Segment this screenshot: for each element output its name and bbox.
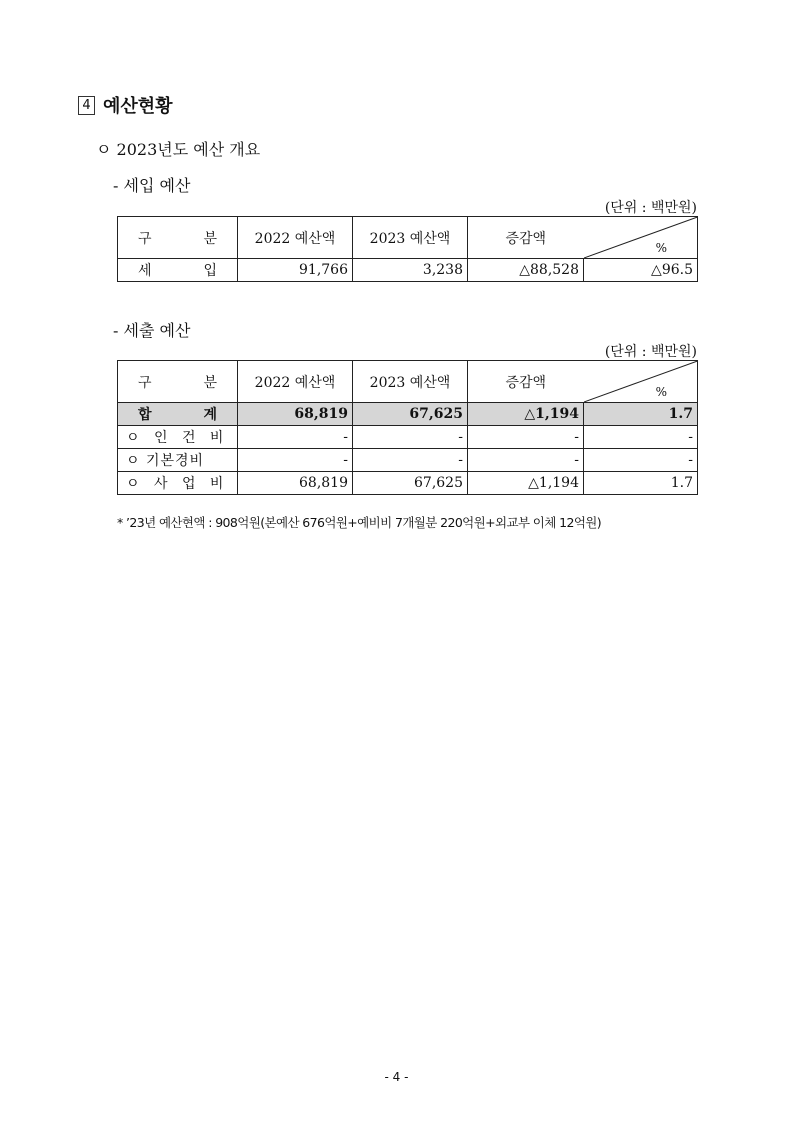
cell-percent: - bbox=[584, 449, 698, 472]
cell-budget-2022: - bbox=[238, 449, 353, 472]
header-percent bbox=[584, 361, 698, 403]
cell-budget-2023: 3,238 bbox=[353, 259, 468, 282]
cell-percent: - bbox=[584, 426, 698, 449]
cell-budget-2023: 67,625 bbox=[353, 472, 468, 495]
header-change: 증감액 bbox=[468, 217, 584, 259]
revenue-subtitle: - 세입 예산 bbox=[113, 176, 191, 195]
expenditure-table bbox=[117, 360, 698, 495]
header-percent bbox=[584, 217, 698, 259]
row-label: ㅇ 기본경비 bbox=[118, 449, 238, 472]
total-row bbox=[118, 403, 698, 426]
header-budget-2022: 2022 예산액 bbox=[238, 217, 353, 259]
row-label: ㅇ 인 건 비 bbox=[118, 426, 238, 449]
footnote: * ’23년 예산현액 : 908억원(본예산 676억원+예비비 7개월분 220억원+외교부 이체 12억원) bbox=[117, 515, 602, 530]
header-gubun-left: 구 bbox=[138, 230, 152, 247]
header-gubun-right: 분 bbox=[203, 374, 217, 391]
overview-line: ㅇ 2023년도 예산 개요 bbox=[96, 140, 261, 159]
expenditure-subtitle: - 세출 예산 bbox=[113, 321, 191, 340]
row-label-right: 입 bbox=[203, 263, 217, 279]
cell-percent: △96.5 bbox=[584, 259, 698, 282]
table-row bbox=[118, 472, 698, 495]
row-label-left: 세 bbox=[138, 263, 152, 279]
revenue-header-row bbox=[118, 217, 698, 259]
cell-change: - bbox=[468, 426, 584, 449]
header-gubun bbox=[118, 217, 238, 259]
header-budget-2023: 2023 예산액 bbox=[353, 217, 468, 259]
cell-budget-2022: 68,819 bbox=[238, 472, 353, 495]
header-budget-2023: 2023 예산액 bbox=[353, 361, 468, 403]
header-gubun-right: 분 bbox=[203, 230, 217, 247]
header-change: 증감액 bbox=[468, 361, 584, 403]
table-row bbox=[118, 449, 698, 472]
cell-change: △88,528 bbox=[468, 259, 584, 282]
total-label-right: 계 bbox=[203, 407, 217, 423]
total-label bbox=[118, 403, 238, 426]
header-gubun bbox=[118, 361, 238, 403]
page-number: - 4 - bbox=[384, 1070, 409, 1084]
table-row bbox=[118, 426, 698, 449]
expenditure-header-row bbox=[118, 361, 698, 403]
row-label bbox=[118, 259, 238, 282]
cell-budget-2022: 91,766 bbox=[238, 259, 353, 282]
expenditure-unit: (단위 : 백만원) bbox=[604, 344, 697, 360]
table-row bbox=[118, 259, 698, 282]
revenue-table bbox=[117, 216, 698, 282]
cell-change: - bbox=[468, 449, 584, 472]
total-percent: 1.7 bbox=[584, 403, 698, 426]
total-label-left: 합 bbox=[138, 407, 152, 423]
header-percent-label: % bbox=[655, 385, 667, 399]
header-gubun-left: 구 bbox=[138, 374, 152, 391]
cell-change: △1,194 bbox=[468, 472, 584, 495]
total-budget-2022: 68,819 bbox=[238, 403, 353, 426]
header-budget-2022: 2022 예산액 bbox=[238, 361, 353, 403]
section-number: 4 bbox=[78, 96, 95, 115]
cell-budget-2023: - bbox=[353, 426, 468, 449]
revenue-unit: (단위 : 백만원) bbox=[604, 200, 697, 216]
diagonal-line bbox=[584, 361, 698, 402]
total-change: △1,194 bbox=[468, 403, 584, 426]
cell-budget-2022: - bbox=[238, 426, 353, 449]
header-percent-label: % bbox=[655, 241, 667, 255]
total-budget-2023: 67,625 bbox=[353, 403, 468, 426]
row-label: ㅇ 사 업 비 bbox=[118, 472, 238, 495]
cell-percent: 1.7 bbox=[584, 472, 698, 495]
diagonal-line bbox=[584, 217, 698, 258]
section-heading bbox=[78, 92, 173, 118]
section-title: 예산현황 bbox=[103, 96, 173, 117]
cell-budget-2023: - bbox=[353, 449, 468, 472]
